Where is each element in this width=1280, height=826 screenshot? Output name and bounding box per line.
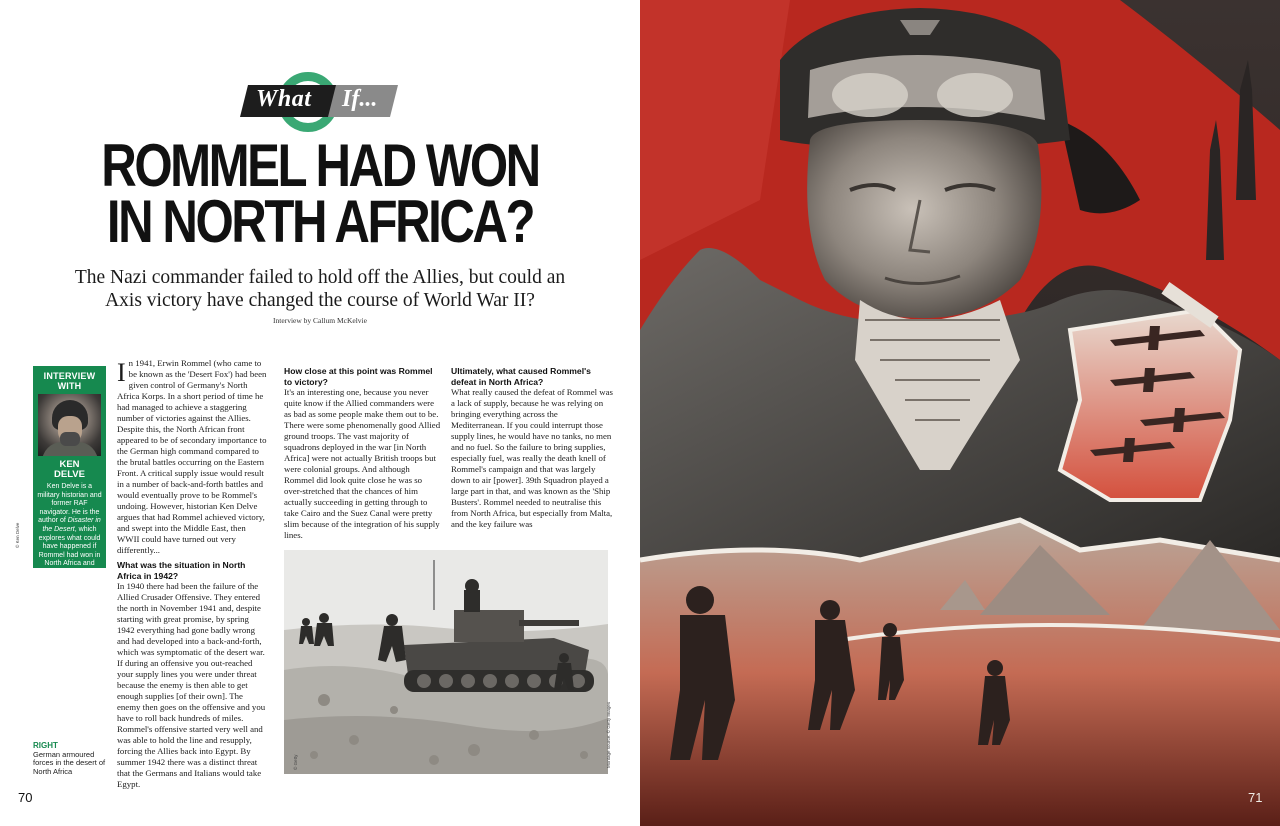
question-1-block <box>117 560 267 790</box>
article-intro: In 1941, Erwin Rommel (who came to be known as the 'Desert Fox') had been given control of Germany's North Africa Korps. In a short period of time he had managed to achieve a staggering number of victories against the Allies. Despite this, the North African front appeared to be of secondary importance to the German high command compared to the brutal battles occurring on the Eastern Front. A critical supply issue would result in a number of back-and-forth battles and would eventually prove to be Rommel's undoing. However, historian Ken Delve argues that had Rommel achieved victory, and swept into the Middle East, then WWII could have turned out very differently... <box>117 358 267 555</box>
portrait-credit: © Ken Delve <box>15 522 20 548</box>
rommel-montage-image <box>640 0 1280 826</box>
badge-what: What <box>256 86 312 112</box>
caption-label: RIGHT <box>33 741 58 750</box>
art-credit: Montage source: © Getty Images <box>606 701 611 768</box>
answer-3: What really caused the defeat of Rommel was a lack of supply, because he was relying on bringing everything across the Mediterranean. If you could interrupt those supply lines, he would have no tanks, no men and no fuel. So the failure to bring supplies, especially fuel, was really the death knell of Rommel's campaign and that was largely down to air [power]. 39th Squadron played a large part in that, and was known as the 'Ship Busters'. Rommel needed to neutralise this from North Africa, but especially from Malta, and the key failure was <box>451 387 613 530</box>
article-title: ROMMEL HAD WON IN NORTH AFRICA? <box>101 132 539 255</box>
desert-tank-image <box>284 550 608 774</box>
answer-2: It's an interesting one, because you never quite know if the Allied commanders were as bad as some people make them out to be. There were some phenomenally good Allied ground troops. The vast majority of squadrons deployed in the war [in North Africa] were not actually British troops but were colonial groups. And although Rommel did look quite close he was so over-stretched that the chances of him actually succeeding in getting through to take Cairo and the Suez Canal were pretty slim because of the integration of his supply lines. <box>284 387 441 541</box>
page-number-left: 70 <box>18 790 33 805</box>
what-if-badge <box>240 72 400 132</box>
question-3: Ultimately, what caused Rommel's defeat in North Africa? <box>451 366 591 387</box>
photo-credit: © Getty <box>293 754 298 770</box>
drop-cap: I <box>117 358 126 387</box>
page-number-right: 71 <box>1248 790 1263 805</box>
tank-photo <box>284 550 608 774</box>
answer-1: In 1940 there had been the failure of the Allied Crusader Offensive. They entered the north in November 1941 and, despite starting with great promise, by spring 1942 everything had gone badly wrong and had developed into a back-and-forth, which was symptomatic of the desert war. If during an offensive you out-reached your supply lines you were under threat because the enemy is then able to get enough supplies [of their own]. The enemy then goes on the offensive and you have to roll back hundreds of miles. Rommel's offensive started very well and was able to hold the line and resupply, forcing the Allies back into Egypt. By summer 1942 there was a distinct threat that the Germans and Italians would take Egypt. <box>117 581 266 790</box>
byline: Interview by Callum McKelvie <box>273 316 367 325</box>
interviewee-bio: Ken Delve is a military historian and former RAF navigator. He is the author of Disaster in the Desert, which explores what could have happened if Rommel had won in North Africa and swept into Egypt. <box>37 483 102 576</box>
interviewee-name: KEN DELVE <box>54 459 85 480</box>
question-2-block <box>284 366 442 541</box>
interview-box <box>33 366 106 576</box>
photo-caption <box>33 742 113 776</box>
caption-text: German armoured forces in the desert of North Africa <box>33 749 106 776</box>
right-page <box>640 0 1280 826</box>
article-subtitle: The Nazi commander failed to hold off the Allies, but could an Axis victory have changed the course of World War II? <box>74 267 566 311</box>
question-1: What was the situation in North Africa in 1942? <box>117 560 246 581</box>
question-2: How close at this point was Rommel to victory? <box>284 366 433 387</box>
question-3-block <box>451 366 613 530</box>
badge-if: If... <box>342 86 378 112</box>
interviewee-portrait <box>38 394 101 456</box>
interview-title: INTERVIEW WITH <box>43 371 96 391</box>
